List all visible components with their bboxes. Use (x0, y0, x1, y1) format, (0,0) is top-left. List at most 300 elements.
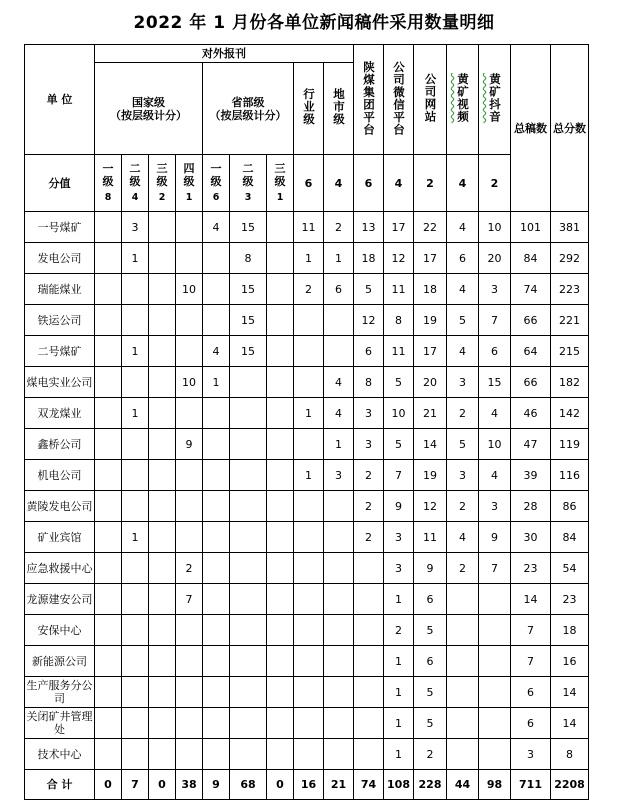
data-cell (230, 460, 267, 491)
data-cell: 13 (354, 212, 384, 243)
level-score: 1 (185, 192, 193, 203)
data-cell (479, 584, 511, 615)
data-cell (324, 522, 354, 553)
total-cell: 98 (479, 770, 511, 800)
data-cell: 5 (447, 429, 479, 460)
data-cell: 1 (203, 367, 230, 398)
data-cell (354, 553, 384, 584)
data-cell: 2 (384, 615, 414, 646)
data-cell (122, 584, 149, 615)
table-row (25, 522, 589, 553)
unit-name: 生产服务分公司 (25, 677, 95, 708)
data-cell (267, 522, 294, 553)
data-cell: 15 (230, 274, 267, 305)
data-cell: 3 (122, 212, 149, 243)
data-cell (324, 491, 354, 522)
data-cell: 8 (551, 739, 589, 770)
data-cell (447, 708, 479, 739)
data-cell: 1 (384, 708, 414, 739)
data-cell (122, 305, 149, 336)
data-cell (230, 739, 267, 770)
data-cell: 10 (384, 398, 414, 429)
unit-name: 关闭矿井管理处 (25, 708, 95, 739)
video-header: 黄矿视频 (447, 45, 479, 155)
data-cell (122, 429, 149, 460)
column-score: 4 (324, 155, 354, 212)
level-score: 4 (131, 192, 139, 203)
data-cell (203, 553, 230, 584)
data-cell (479, 615, 511, 646)
data-cell (294, 336, 324, 367)
data-cell: 15 (230, 305, 267, 336)
data-cell: 20 (414, 367, 447, 398)
data-cell (95, 615, 122, 646)
data-cell (149, 522, 176, 553)
data-cell (324, 708, 354, 739)
wechat-platform-header: 公司微信平台 (384, 45, 414, 155)
data-cell (267, 739, 294, 770)
data-cell: 22 (414, 212, 447, 243)
data-cell: 9 (414, 553, 447, 584)
table-row (25, 429, 589, 460)
data-cell: 381 (551, 212, 589, 243)
unit-name: 新能源公司 (25, 646, 95, 677)
table-row (25, 708, 589, 739)
data-cell: 17 (384, 212, 414, 243)
data-cell (176, 677, 203, 708)
data-cell: 6 (447, 243, 479, 274)
data-cell (122, 739, 149, 770)
data-cell: 1 (122, 522, 149, 553)
data-cell (122, 646, 149, 677)
data-cell: 66 (511, 367, 551, 398)
data-cell: 3 (324, 460, 354, 491)
unit-name: 鑫桥公司 (25, 429, 95, 460)
level-score: 8 (104, 192, 112, 203)
data-cell (230, 398, 267, 429)
group-platform-header: 陕煤集团平台 (354, 45, 384, 155)
data-cell: 6 (414, 584, 447, 615)
data-cell: 182 (551, 367, 589, 398)
douyin-header: 黄矿抖音 (479, 45, 511, 155)
data-cell (294, 491, 324, 522)
data-cell (95, 305, 122, 336)
unit-name: 发电公司 (25, 243, 95, 274)
total-cell: 74 (354, 770, 384, 800)
data-cell: 18 (414, 274, 447, 305)
table-row (25, 367, 589, 398)
data-cell: 10 (479, 212, 511, 243)
data-cell (203, 243, 230, 274)
data-cell (267, 677, 294, 708)
data-cell (176, 460, 203, 491)
total-cell: 44 (447, 770, 479, 800)
data-cell (95, 460, 122, 491)
data-cell (230, 491, 267, 522)
data-cell (203, 460, 230, 491)
data-cell (324, 677, 354, 708)
data-cell (203, 708, 230, 739)
data-cell (176, 522, 203, 553)
data-cell (95, 739, 122, 770)
unit-name: 铁运公司 (25, 305, 95, 336)
unit-name: 瑞能煤业 (25, 274, 95, 305)
data-cell (267, 367, 294, 398)
data-cell (294, 305, 324, 336)
total-cell: 711 (511, 770, 551, 800)
data-cell (122, 677, 149, 708)
data-cell: 1 (384, 677, 414, 708)
data-cell (95, 212, 122, 243)
data-cell: 2 (176, 553, 203, 584)
data-cell: 18 (551, 615, 589, 646)
data-cell: 12 (384, 243, 414, 274)
data-cell (354, 739, 384, 770)
total-row (25, 770, 589, 800)
data-cell (267, 429, 294, 460)
data-cell (122, 615, 149, 646)
data-cell (149, 398, 176, 429)
column-score: 6 (354, 155, 384, 212)
data-cell (149, 243, 176, 274)
data-cell (267, 708, 294, 739)
data-cell (324, 615, 354, 646)
data-cell (230, 429, 267, 460)
data-cell (479, 708, 511, 739)
data-cell: 223 (551, 274, 589, 305)
data-cell (176, 491, 203, 522)
data-cell (447, 739, 479, 770)
unit-name: 煤电实业公司 (25, 367, 95, 398)
data-cell: 14 (511, 584, 551, 615)
level-cell: 二 级 4 (122, 155, 149, 212)
data-cell: 28 (511, 491, 551, 522)
level-cell: 一 级 8 (95, 155, 122, 212)
data-cell (479, 646, 511, 677)
data-cell (354, 584, 384, 615)
data-cell: 101 (511, 212, 551, 243)
data-cell: 8 (354, 367, 384, 398)
data-cell: 3 (384, 522, 414, 553)
unit-name: 双龙煤业 (25, 398, 95, 429)
data-cell: 6 (511, 677, 551, 708)
news-stats-table (24, 44, 589, 800)
total-cell: 16 (294, 770, 324, 800)
data-cell: 5 (354, 274, 384, 305)
data-cell (267, 553, 294, 584)
industry-level-header: 行业级 (294, 63, 324, 155)
data-cell (176, 739, 203, 770)
data-cell (149, 677, 176, 708)
data-cell (149, 305, 176, 336)
data-cell: 4 (447, 274, 479, 305)
data-cell (479, 739, 511, 770)
unit-name: 二号煤矿 (25, 336, 95, 367)
data-cell (267, 305, 294, 336)
level-cell: 一 级 6 (203, 155, 230, 212)
data-cell: 4 (447, 212, 479, 243)
data-cell (122, 460, 149, 491)
data-cell (149, 739, 176, 770)
data-cell: 39 (511, 460, 551, 491)
data-cell (294, 708, 324, 739)
data-cell: 9 (384, 491, 414, 522)
data-cell (267, 491, 294, 522)
data-cell (122, 708, 149, 739)
city-level-header: 地市级 (324, 63, 354, 155)
data-cell: 1 (384, 646, 414, 677)
data-cell (479, 677, 511, 708)
data-cell: 4 (479, 398, 511, 429)
data-cell (354, 708, 384, 739)
data-cell: 16 (551, 646, 589, 677)
data-cell (95, 677, 122, 708)
data-cell: 1 (122, 398, 149, 429)
table-row (25, 336, 589, 367)
data-cell: 14 (551, 708, 589, 739)
data-cell: 4 (324, 367, 354, 398)
total-cell: 108 (384, 770, 414, 800)
table-row (25, 398, 589, 429)
data-cell: 11 (414, 522, 447, 553)
data-cell: 11 (294, 212, 324, 243)
data-cell: 4 (447, 522, 479, 553)
data-cell: 3 (384, 553, 414, 584)
data-cell (267, 615, 294, 646)
unit-name: 龙源建安公司 (25, 584, 95, 615)
data-cell: 7 (511, 615, 551, 646)
data-cell (203, 739, 230, 770)
total-cell: 21 (324, 770, 354, 800)
data-cell: 5 (384, 429, 414, 460)
data-cell (95, 584, 122, 615)
data-cell: 17 (414, 243, 447, 274)
data-cell (230, 367, 267, 398)
data-cell: 84 (551, 522, 589, 553)
data-cell: 6 (511, 708, 551, 739)
data-cell (95, 243, 122, 274)
level-score: 2 (158, 192, 166, 203)
data-cell (176, 398, 203, 429)
data-cell (267, 460, 294, 491)
data-cell (122, 274, 149, 305)
table-row (25, 646, 589, 677)
data-cell: 3 (511, 739, 551, 770)
table-row (25, 460, 589, 491)
column-score: 6 (294, 155, 324, 212)
data-cell (267, 336, 294, 367)
data-cell: 3 (479, 491, 511, 522)
data-cell (447, 584, 479, 615)
data-cell (230, 584, 267, 615)
data-cell: 11 (384, 336, 414, 367)
data-cell: 9 (176, 429, 203, 460)
data-cell (122, 491, 149, 522)
data-cell: 2 (294, 274, 324, 305)
data-cell (95, 274, 122, 305)
column-score: 2 (479, 155, 511, 212)
total-articles-header: 总稿数 (511, 45, 551, 212)
data-cell (203, 522, 230, 553)
data-cell (95, 646, 122, 677)
data-cell (149, 274, 176, 305)
data-cell (203, 305, 230, 336)
unit-header: 单 位 (25, 45, 95, 155)
unit-name: 应急救援中心 (25, 553, 95, 584)
data-cell: 4 (447, 336, 479, 367)
data-cell (294, 584, 324, 615)
data-cell: 17 (414, 336, 447, 367)
table-row (25, 212, 589, 243)
data-cell: 2 (447, 553, 479, 584)
data-cell (149, 367, 176, 398)
data-cell (230, 615, 267, 646)
unit-name: 技术中心 (25, 739, 95, 770)
data-cell: 3 (447, 460, 479, 491)
data-cell (230, 708, 267, 739)
data-cell: 4 (203, 336, 230, 367)
data-cell: 10 (176, 367, 203, 398)
level-cell: 二 级 3 (230, 155, 267, 212)
table-row (25, 584, 589, 615)
data-cell: 5 (384, 367, 414, 398)
data-cell: 6 (324, 274, 354, 305)
table-row (25, 615, 589, 646)
data-cell: 6 (414, 646, 447, 677)
data-cell: 2 (414, 739, 447, 770)
data-cell (95, 708, 122, 739)
data-cell (230, 677, 267, 708)
data-cell: 7 (479, 553, 511, 584)
data-cell: 2 (354, 522, 384, 553)
column-score: 2 (414, 155, 447, 212)
national-level-header: 国家级 （按层级计分） (95, 63, 203, 155)
data-cell (149, 491, 176, 522)
data-cell (149, 615, 176, 646)
data-cell: 74 (511, 274, 551, 305)
data-cell (203, 677, 230, 708)
data-cell: 14 (551, 677, 589, 708)
data-cell: 23 (511, 553, 551, 584)
data-cell: 54 (551, 553, 589, 584)
data-cell (176, 708, 203, 739)
data-cell: 12 (354, 305, 384, 336)
level-cell: 三 级 1 (267, 155, 294, 212)
data-cell (294, 429, 324, 460)
level-cell: 四 级 1 (176, 155, 203, 212)
data-cell (203, 584, 230, 615)
unit-name: 机电公司 (25, 460, 95, 491)
data-cell: 19 (414, 305, 447, 336)
website-header: 公司网站 (414, 45, 447, 155)
data-cell: 64 (511, 336, 551, 367)
data-cell: 221 (551, 305, 589, 336)
data-cell: 19 (414, 460, 447, 491)
data-cell (176, 615, 203, 646)
data-cell (95, 398, 122, 429)
data-cell: 46 (511, 398, 551, 429)
data-cell (324, 646, 354, 677)
data-cell: 2 (324, 212, 354, 243)
outside-press-header: 对外报刊 (95, 45, 354, 63)
data-cell (95, 367, 122, 398)
data-cell: 3 (354, 398, 384, 429)
data-cell (447, 615, 479, 646)
data-cell (149, 429, 176, 460)
data-cell (149, 553, 176, 584)
data-cell: 292 (551, 243, 589, 274)
data-cell: 3 (479, 274, 511, 305)
table-row (25, 305, 589, 336)
data-cell (203, 646, 230, 677)
data-cell (294, 367, 324, 398)
table-row (25, 739, 589, 770)
table-row (25, 677, 589, 708)
data-cell (294, 615, 324, 646)
level-score: 1 (276, 192, 284, 203)
data-cell: 3 (354, 429, 384, 460)
data-cell: 5 (414, 708, 447, 739)
unit-name: 矿业宾馆 (25, 522, 95, 553)
data-cell: 1 (122, 336, 149, 367)
data-cell: 10 (479, 429, 511, 460)
data-cell (267, 646, 294, 677)
data-cell (203, 615, 230, 646)
data-cell: 7 (479, 305, 511, 336)
total-cell: 0 (95, 770, 122, 800)
data-cell: 142 (551, 398, 589, 429)
unit-name: 黄陵发电公司 (25, 491, 95, 522)
data-cell: 1 (294, 460, 324, 491)
data-cell (447, 646, 479, 677)
data-cell: 1 (294, 398, 324, 429)
data-cell (267, 212, 294, 243)
data-cell: 5 (447, 305, 479, 336)
data-cell: 5 (414, 677, 447, 708)
data-cell: 8 (230, 243, 267, 274)
data-cell (176, 212, 203, 243)
table-row (25, 274, 589, 305)
table-row (25, 243, 589, 274)
data-cell: 5 (414, 615, 447, 646)
data-cell (203, 491, 230, 522)
data-cell: 84 (511, 243, 551, 274)
data-cell: 6 (479, 336, 511, 367)
score-label: 分值 (25, 155, 95, 212)
data-cell (149, 708, 176, 739)
total-cell: 2208 (551, 770, 589, 800)
data-cell (354, 646, 384, 677)
data-cell: 2 (447, 491, 479, 522)
data-cell: 9 (479, 522, 511, 553)
data-cell (267, 243, 294, 274)
data-cell (294, 522, 324, 553)
total-cell: 68 (230, 770, 267, 800)
data-cell (324, 553, 354, 584)
data-cell: 20 (479, 243, 511, 274)
data-cell (354, 615, 384, 646)
data-cell (230, 553, 267, 584)
data-cell: 47 (511, 429, 551, 460)
total-score-header: 总分数 (551, 45, 589, 212)
total-cell: 7 (122, 770, 149, 800)
data-cell (203, 398, 230, 429)
data-cell (149, 646, 176, 677)
data-cell: 7 (384, 460, 414, 491)
page-title: 2022 年 1 月份各单位新闻稿件采用数量明细 (133, 13, 495, 33)
total-cell: 0 (149, 770, 176, 800)
data-cell (294, 677, 324, 708)
